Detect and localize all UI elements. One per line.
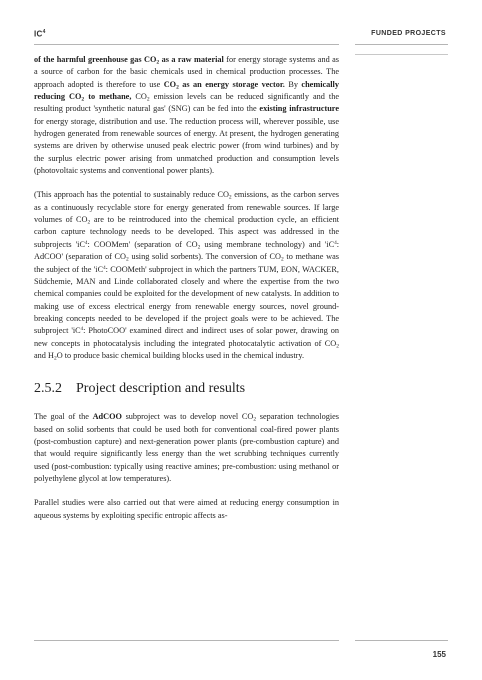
header-rule-left [34,44,339,45]
bold-phrase: chemically reducing $CO_2$ to methane, [34,79,339,103]
body-text-column [34,54,339,522]
bold-phrase: of the harmful greenhouse gas $CO_2$ as a raw material [34,55,224,66]
paragraph-1: of the harmful greenhouse gas $CO_2$ as a raw material for energy storage systems and as a source of carbon for the basic chemicals used in chemical production processes. The approach adopted is therefore to use $CO_2$ as an energy storage vector. By chemically reducing $CO_2$ to methane, $CO_2$ emission levels can be reduced significantly and the resulting product 'synthetic natural gas' (SNG) can be fed into the existing infrastructure for energy storage, distribution and use. The reduction process will, wherever possible, use hydrogen generated from renewable sources of energy. At present, the hydrogen generating systems are driven by otherwise unused peak electric power (from wind turbines) and by the surplus electric power arising from unmatched production and consumption levels (photovoltaic systems and conventional power plants). [34,55,339,176]
bold-phrase: existing infrastructure [259,104,339,114]
header-project-label: IC [34,29,43,39]
section-title: Project description and results [76,381,246,397]
header-rule-right [355,44,448,45]
running-header-right: FUNDED PROJECTS [371,30,446,37]
paragraph-3: The goal of the AdCOO subproject was to develop novel $CO_2$ separation technologies based on solid sorbents that could be used both for conventional coal-fired power plants (post-combustion capture) and next-generation power plants (pre-combustion capture) and that would require significantly less energy than the wet scrubbing techniques currently used (post-combustion: typically using reactive amines; pre-combustion: using methanol or polyethylene glycol at low temperatures). [34,412,339,483]
section-heading [34,380,339,398]
paragraph-2: (This approach has the potential to sustainably reduce $CO_2$ emissions, as the carbon serves as a continuously recyclable store for energy generated from renewable sources. If large volumes of $CO_2$ are to be reintroduced into the chemical production cycle, an efficient carbon capture technology needs to be developed. This aspect was addressed in the subprojects '$iC^4$: COOMem' (separation of $CO_2$ using membrane technology) and '$iC^4$: AdCOO' (separation of $CO_2$ using solid sorbents). The conversion of $CO_2$ to methane was the subject of the '$iC^4$: COOMeth' subproject in which the partners TUM, EON, WACKER, Südchemie, MAN and Linde collaborated closely and where the expertise from the two chemical companies could be exploited for the development of new catalysts. In addition to making use of excess electrical energy from renewable energy sources, novel ground-breaking concepts needed to be developed if the project goals were to be achieved. The subproject '$iC^4$: PhotoCOO' examined direct and indirect uses of solar power, drawing on new concepts in photocatalysis including the integrated photocatalytic activation of $CO_2$ and $H_2O$ to produce basic chemical building blocks used in the chemical industry. [34,190,340,362]
page-number: 155 [432,650,446,659]
footer-rule-left [34,640,339,641]
footer-rule-right [355,640,448,641]
paragraph-4: Parallel studies were also carried out that were aimed at reducing energy consumption in aqueous systems by exploiting specific entropic affects as- [34,498,339,520]
section-number: 2.5.2 [34,381,62,397]
bold-phrase: $CO_2$ as an energy storage vector. [163,79,285,91]
margin-column-rule [355,54,448,55]
bold-phrase: AdCOO [92,412,122,422]
running-header-left [34,29,46,39]
header-project-sup: 4 [42,29,46,35]
